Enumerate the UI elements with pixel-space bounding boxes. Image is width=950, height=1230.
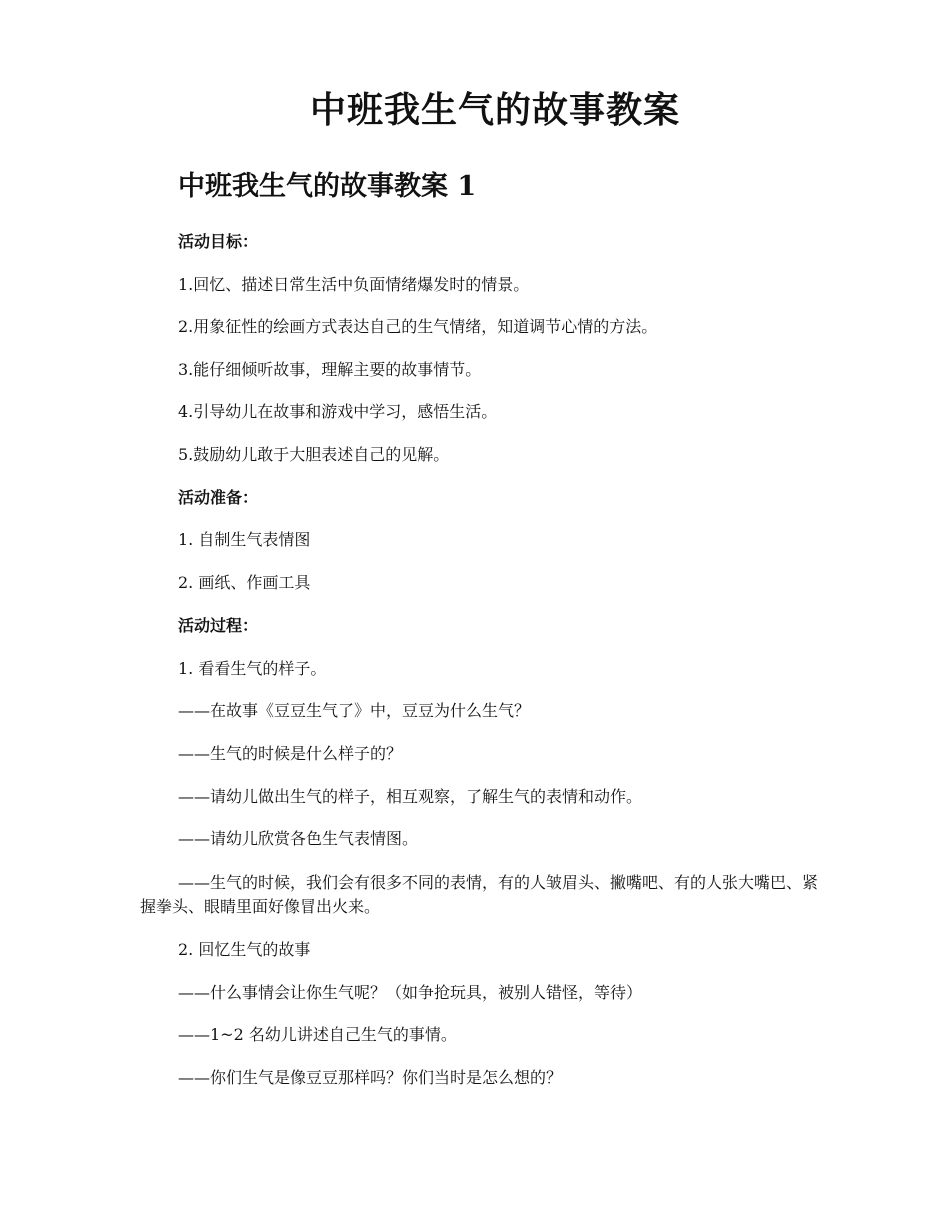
goal-item: 4.引导幼儿在故事和游戏中学习，感悟生活。 xyxy=(178,402,498,421)
prep-label: 活动准备： xyxy=(178,488,259,507)
process-step-heading: 1. 看看生气的样子。 xyxy=(178,659,327,678)
goal-item: 5.鼓励幼儿敢于大胆表述自己的见解。 xyxy=(178,445,450,464)
process-item: ——什么事情会让你生气呢？（如争抢玩具，被别人错怪，等待） xyxy=(178,983,643,1002)
goal-item: 3.能仔细倾听故事，理解主要的故事情节。 xyxy=(178,360,482,379)
process-item: ——生气的时候是什么样子的？ xyxy=(178,744,403,763)
process-item: ——请幼儿欣赏各色生气表情图。 xyxy=(178,829,419,848)
prep-item: 1. 自制生气表情图 xyxy=(178,530,311,549)
document-title: 中班我生气的故事教案 xyxy=(309,89,680,131)
process-item: ——你们生气是像豆豆那样吗？你们当时是怎么想的？ xyxy=(178,1068,563,1087)
goals-label: 活动目标： xyxy=(178,232,259,251)
goal-item: 1.回忆、描述日常生活中负面情绪爆发时的情景。 xyxy=(178,275,530,294)
prep-item: 2. 画纸、作画工具 xyxy=(178,573,311,592)
process-step-heading: 2. 回忆生气的故事 xyxy=(178,940,311,959)
process-label: 活动过程： xyxy=(178,616,259,635)
section-heading: 中班我生气的故事教案 1 xyxy=(178,171,477,202)
process-item: ——在故事《豆豆生气了》中，豆豆为什么生气？ xyxy=(178,701,531,720)
process-item: ——1~2 名幼儿讲述自己生气的事情。 xyxy=(178,1025,457,1044)
process-paragraph: ——生气的时候，我们会有很多不同的表情，有的人皱眉头、撇嘴吧、有的人张大嘴巴、紧握拳头、眼睛里面好像冒出火来。 xyxy=(140,873,819,916)
process-item: ——请幼儿做出生气的样子，相互观察，了解生气的表情和动作。 xyxy=(178,787,643,806)
goal-item: 2.用象征性的绘画方式表达自己的生气情绪，知道调节心情的方法。 xyxy=(178,317,658,336)
